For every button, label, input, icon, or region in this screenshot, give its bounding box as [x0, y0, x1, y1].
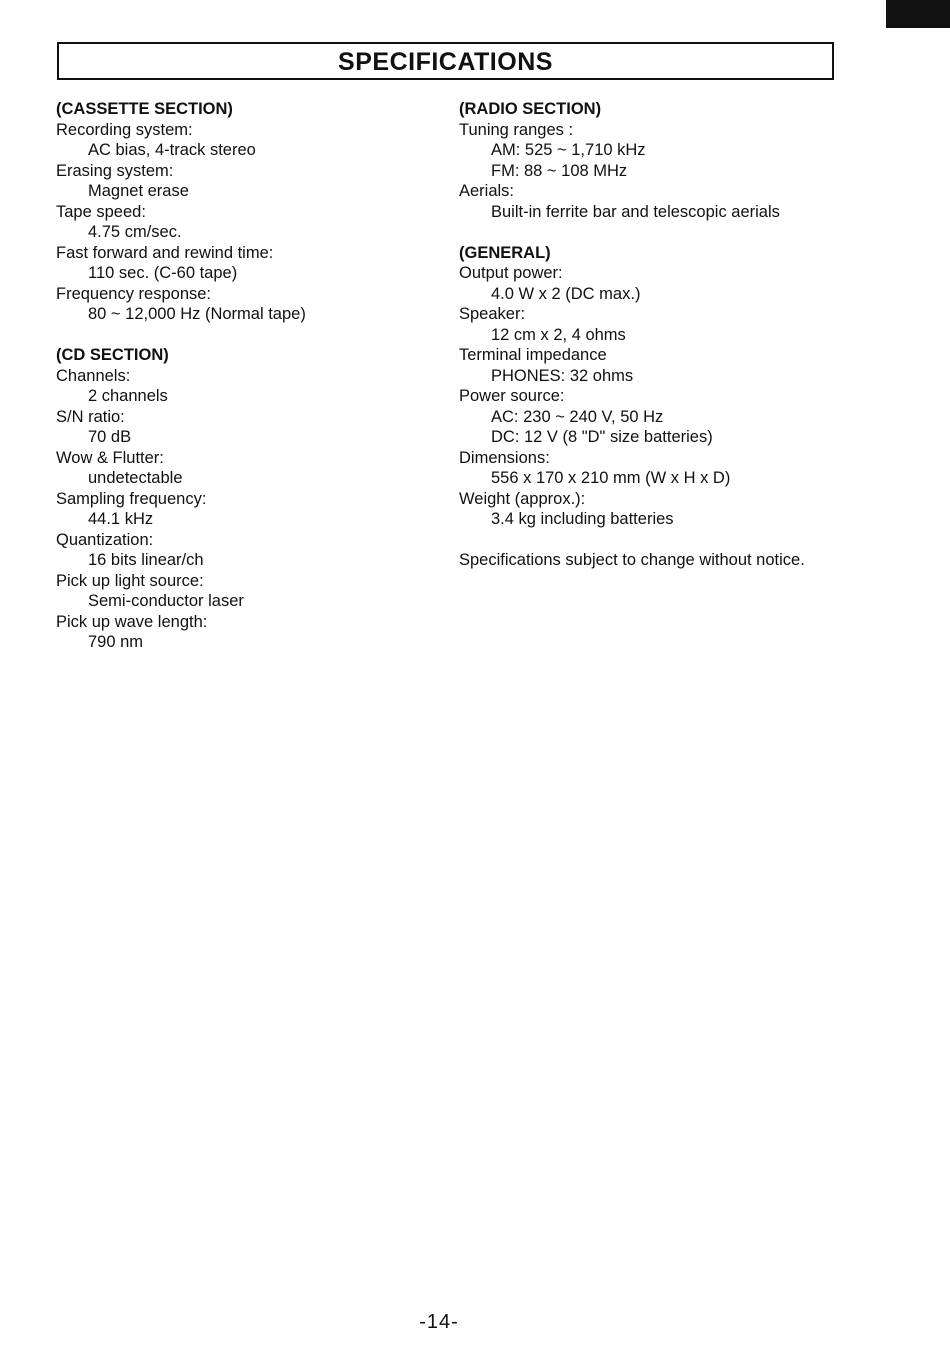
spec-value: 3.4 kg including batteries: [491, 510, 674, 528]
spec-label: Dimensions:: [459, 448, 550, 467]
general-section: [459, 243, 839, 530]
general-spec-list: [459, 263, 839, 530]
corner-tab-marker: [886, 0, 950, 28]
spec-label: Sampling frequency:: [56, 489, 207, 508]
radio-section-heading: (RADIO SECTION): [459, 100, 602, 118]
spec-value: 556 x 170 x 210 mm (W x H x D): [491, 469, 731, 487]
cassette-section: [56, 99, 436, 325]
cassette-section-heading: (CASSETTE SECTION): [56, 100, 233, 118]
spacer: [459, 222, 839, 243]
spec-label: Speaker:: [459, 305, 526, 323]
spec-value: AC bias, 4-track stereo: [88, 141, 256, 159]
spec-label: Output power:: [459, 264, 563, 282]
spec-value: 790 nm: [88, 633, 144, 651]
spec-label: Tape speed:: [56, 202, 146, 221]
spec-label: Fast forward and rewind time:: [56, 243, 274, 262]
spec-value: 4.75 cm/sec.: [88, 223, 182, 241]
title-box: [57, 42, 834, 80]
spec-value: 12 cm x 2, 4 ohms: [491, 325, 626, 344]
cd-section: [56, 345, 436, 653]
spec-label: Pick up light source:: [56, 571, 204, 590]
spec-value: undetectable: [88, 469, 183, 487]
spec-value: AC: 230 ~ 240 V, 50 Hz: [491, 407, 664, 426]
spec-label: Quantization:: [56, 530, 154, 549]
page-title: SPECIFICATIONS: [338, 48, 553, 76]
spec-label: Erasing system:: [56, 161, 174, 180]
radio-section: [459, 99, 839, 222]
right-column: [459, 99, 839, 571]
spec-label: Recording system:: [56, 120, 193, 139]
spec-label: S/N ratio:: [56, 407, 125, 426]
spec-value: FM: 88 ~ 108 MHz: [491, 161, 628, 180]
spec-label: Tuning ranges :: [459, 120, 574, 139]
spec-label: Frequency response:: [56, 284, 212, 303]
spec-label: Terminal impedance: [459, 346, 607, 364]
spec-value: 80 ~ 12,000 Hz (Normal tape): [88, 305, 306, 323]
spec-value: AM: 525 ~ 1,710 kHz: [491, 141, 646, 159]
spec-label: Weight (approx.):: [459, 489, 586, 508]
spec-value: Magnet erase: [88, 182, 189, 200]
radio-spec-list: [459, 120, 839, 223]
left-column: [56, 99, 436, 653]
spec-value: 2 channels: [88, 387, 168, 405]
spec-label: Channels:: [56, 366, 131, 385]
page-number: -14-: [419, 1311, 459, 1333]
spec-value: 110 sec. (C-60 tape): [88, 264, 238, 282]
spec-label: Wow & Flutter:: [56, 448, 164, 467]
spec-value: 44.1 kHz: [88, 510, 154, 528]
spec-label: Aerials:: [459, 182, 515, 200]
cassette-spec-list: [56, 120, 436, 325]
spacer: [459, 530, 839, 551]
cd-spec-list: [56, 366, 436, 653]
spec-value: DC: 12 V (8 "D" size batteries): [491, 428, 713, 446]
spec-value: 70 dB: [88, 428, 132, 446]
cd-section-heading: (CD SECTION): [56, 346, 169, 364]
specifications-note: Specifications subject to change without notice.: [459, 551, 805, 569]
spec-value: PHONES: 32 ohms: [491, 366, 634, 385]
general-section-heading: (GENERAL): [459, 243, 551, 262]
spec-label: Pick up wave length:: [56, 612, 208, 631]
spec-value: Semi-conductor laser: [88, 592, 244, 610]
spec-value: Built-in ferrite bar and telescopic aerials: [491, 202, 780, 221]
spec-label: Power source:: [459, 387, 565, 405]
spec-value: 4.0 W x 2 (DC max.): [491, 284, 641, 303]
spec-value: 16 bits linear/ch: [88, 551, 204, 569]
